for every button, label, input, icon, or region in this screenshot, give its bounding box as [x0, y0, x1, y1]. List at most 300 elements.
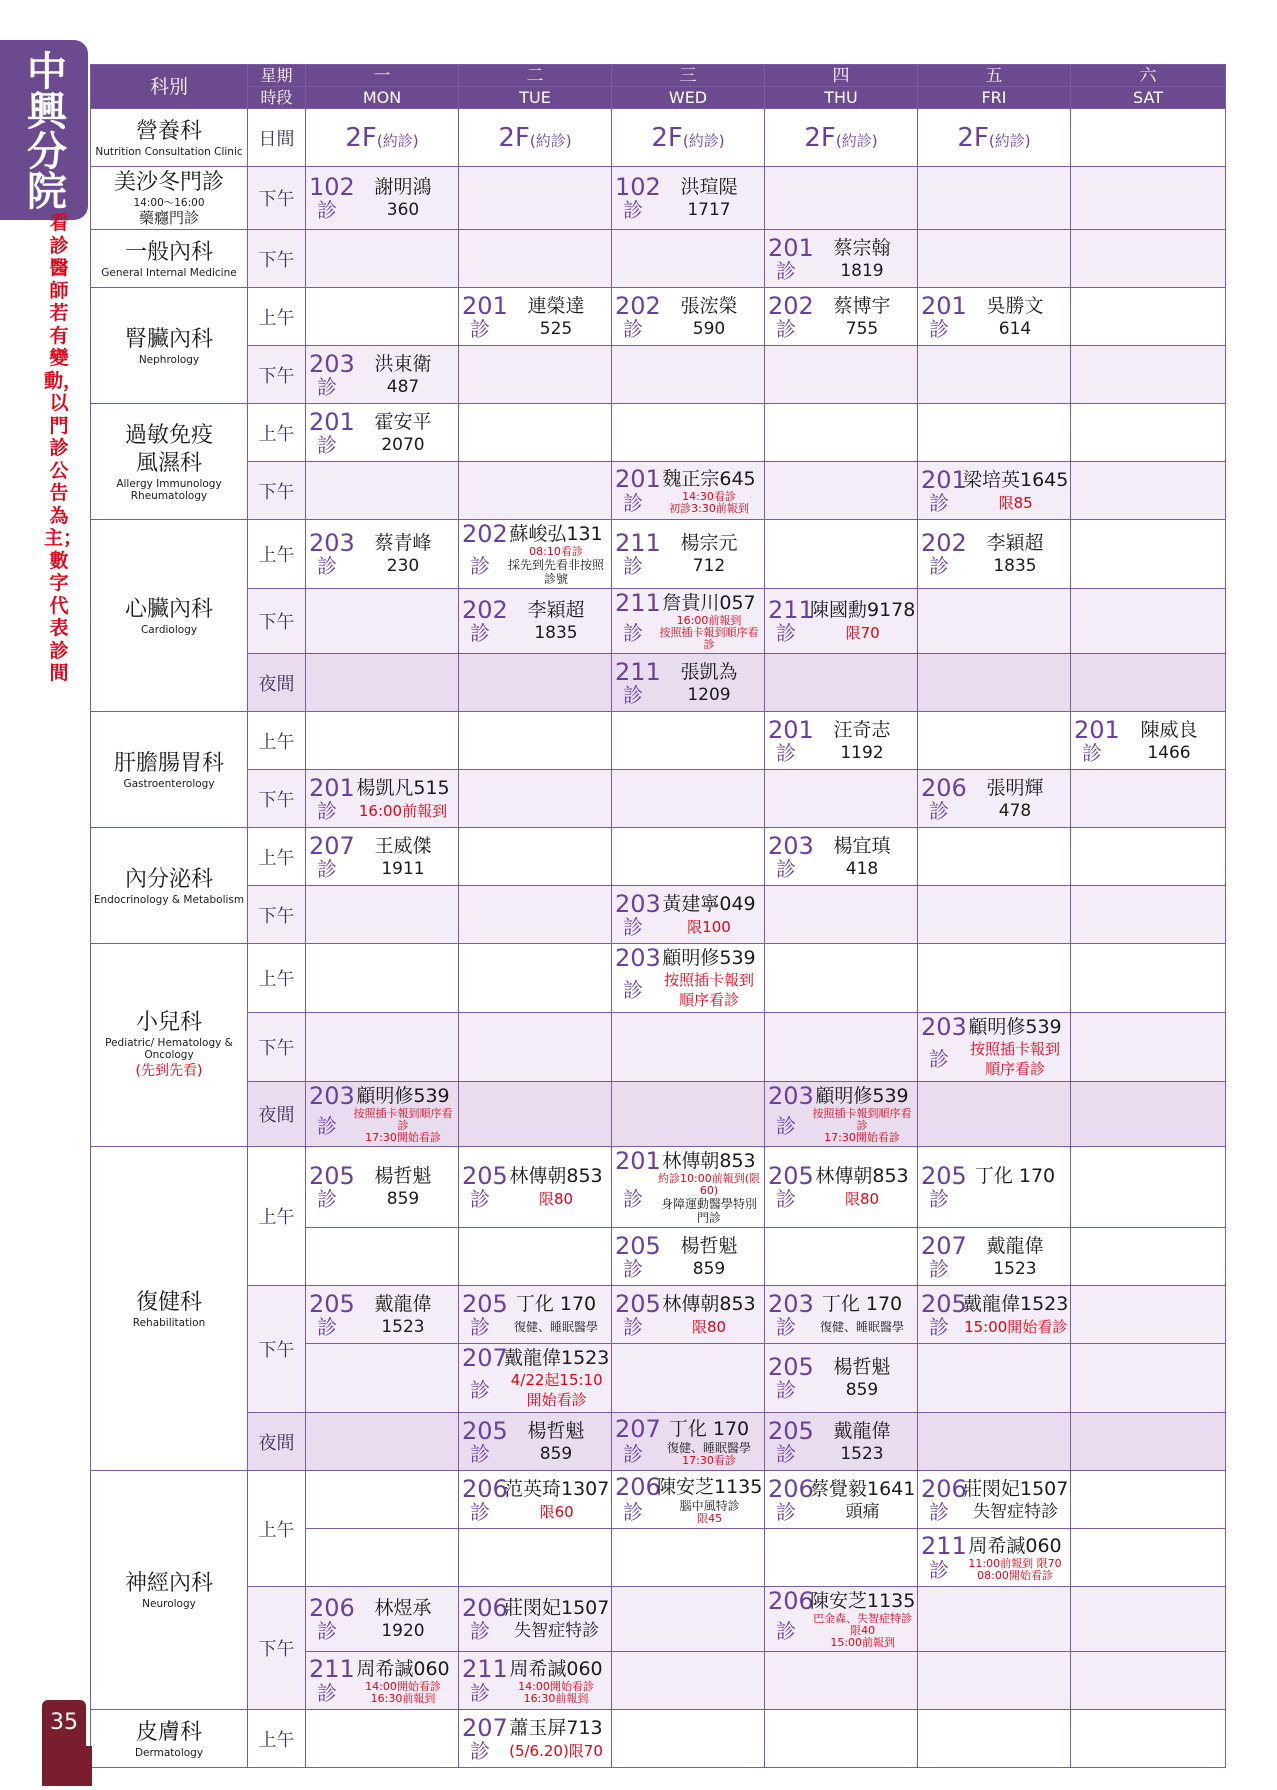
room-suffix: 診	[317, 198, 337, 222]
slot-empty	[612, 1529, 765, 1587]
slot-notes	[351, 1189, 455, 1209]
slot-notes	[810, 1108, 914, 1144]
clinic-slot	[918, 520, 1071, 589]
slot-note: 限70	[845, 624, 880, 642]
room-number: 206	[462, 1474, 508, 1503]
row-gastro-pm	[91, 770, 1226, 828]
doctor-name: 楊宗元	[680, 532, 738, 554]
slot-empty	[1071, 589, 1226, 654]
slot-floor	[459, 109, 612, 167]
clinic-slot	[612, 654, 765, 712]
doctor-name: 丁化 170	[974, 1165, 1056, 1187]
slot-content	[615, 591, 761, 651]
slot-notes	[351, 1621, 455, 1641]
dept-nephro	[91, 288, 248, 404]
clinic-slot	[765, 1413, 918, 1471]
room-number: 201	[615, 1147, 661, 1175]
dept-cardio	[91, 520, 248, 712]
room-number: 205	[768, 1416, 814, 1445]
clinic-slot	[765, 1344, 918, 1413]
slot-note: 755	[845, 318, 879, 339]
slot-empty	[612, 230, 765, 288]
slot-content	[462, 1474, 610, 1524]
room-suffix: 診	[776, 1314, 796, 1339]
period-night: 夜間	[248, 1082, 306, 1147]
slot-content	[921, 773, 1067, 823]
slot-note: 859	[845, 1380, 879, 1400]
clinic-slot	[765, 828, 918, 886]
branch-sidebar	[0, 40, 88, 220]
dept-name: 過敏免疫	[124, 422, 213, 448]
room-suffix: 診	[317, 798, 337, 823]
slot-notes	[657, 200, 761, 220]
doctor-name: 汪奇志	[833, 718, 891, 741]
dept-name-2: 風濕科	[135, 450, 202, 476]
clinic-slot	[918, 770, 1071, 828]
period-am: 上午	[248, 288, 306, 346]
slot-content	[615, 889, 761, 939]
header-tue-cn: 二	[459, 65, 612, 87]
slot-content	[309, 1164, 455, 1210]
slot-note-2: 採先到先看非按照診號	[507, 558, 604, 586]
clinic-slot	[612, 1413, 765, 1471]
slot-note: 2070	[381, 434, 425, 455]
room-suffix: 診	[470, 1314, 490, 1339]
doctor-name: 林傳朝853	[662, 1150, 756, 1172]
clinic-slot	[459, 1587, 612, 1652]
room-number: 205	[462, 1289, 508, 1318]
slot-content	[615, 946, 761, 1010]
slot-empty	[306, 712, 459, 770]
slot-content	[309, 1596, 455, 1642]
slot-empty	[1071, 404, 1226, 462]
dept-derm	[91, 1710, 248, 1768]
slot-note: 失智症特診	[973, 1501, 1059, 1522]
period-night: 夜間	[248, 654, 306, 712]
slot-empty	[612, 346, 765, 404]
doctor-name: 楊哲魁	[680, 1234, 738, 1257]
slot-note: 478	[998, 800, 1032, 821]
header-week: 星期	[248, 65, 306, 87]
slot-empty	[306, 1344, 459, 1413]
slot-empty	[765, 1710, 918, 1768]
room-number: 207	[615, 1414, 661, 1443]
dept-en: Endocrinology & Metabolism	[93, 893, 245, 906]
slot-notes	[810, 743, 914, 763]
room-number: 206	[921, 773, 967, 802]
doctor-name: 顧明修539	[968, 1016, 1062, 1038]
period-am: 上午	[248, 404, 306, 462]
slot-content	[462, 522, 608, 586]
slot-note-2: 初診3:30前報到	[669, 501, 749, 515]
room-number: 201	[309, 407, 355, 436]
dept-name: 復健科	[135, 1289, 202, 1315]
doctor-name: 詹貴川057	[662, 592, 756, 614]
room-number: 203	[309, 349, 355, 378]
room-suffix: 診	[470, 621, 490, 645]
slot-empty	[918, 886, 1071, 944]
period-am: 上午	[248, 944, 306, 1013]
room-suffix: 診	[317, 432, 337, 457]
slot-empty	[918, 654, 1071, 712]
slot-empty	[765, 346, 918, 404]
dept-methadone	[91, 167, 248, 230]
header-fri-cn: 五	[918, 65, 1071, 87]
clinic-slot	[306, 828, 459, 886]
header-wed-en: WED	[612, 87, 765, 109]
slot-content	[462, 1164, 608, 1210]
slot-note: 859	[539, 1443, 573, 1464]
slot-notes	[963, 1558, 1067, 1582]
slot-notes	[504, 319, 608, 339]
doctor-name: 黃建寧049	[662, 892, 756, 915]
slot-notes	[810, 1444, 914, 1464]
row-allergy-am	[91, 404, 1226, 462]
slot-notes	[810, 623, 915, 643]
clinic-slot	[306, 1082, 459, 1147]
dept-note: (先到先看)	[135, 1063, 203, 1079]
slot-content	[768, 715, 914, 765]
clinic-slot	[765, 1082, 918, 1147]
slot-empty	[306, 886, 459, 944]
slot-empty	[1071, 886, 1226, 944]
doctor-name: 蔡博宇	[833, 294, 891, 317]
slot-empty	[1071, 1471, 1226, 1529]
doctor-name: 顧明修539	[815, 1085, 909, 1107]
slot-empty	[612, 404, 765, 462]
slot-note-2: 15:00前報到	[830, 1636, 896, 1649]
slot-empty	[765, 404, 918, 462]
room-suffix: 診	[929, 554, 949, 578]
row-neuro-am-1	[91, 1471, 1226, 1529]
period-am: 上午	[248, 1471, 306, 1587]
doctor-name: 丁化 170	[821, 1292, 903, 1315]
period-am: 上午	[248, 712, 306, 770]
room-suffix: 診	[1082, 740, 1102, 765]
slot-content	[309, 773, 455, 823]
room-number: 203	[615, 944, 661, 972]
slot-empty	[918, 1652, 1071, 1710]
slot-note: 限80	[538, 1190, 574, 1208]
slot-note: 11:00前報到 限70	[968, 1556, 1062, 1570]
clinic-slot	[459, 288, 612, 346]
room-number: 202	[462, 520, 508, 548]
doctor-name: 陳安芝1135	[657, 1475, 763, 1498]
row-cardio-am	[91, 520, 1226, 589]
clinic-slot	[459, 1652, 612, 1710]
slot-empty	[1071, 1082, 1226, 1147]
slot-content	[309, 175, 455, 221]
header-row-en	[91, 87, 1226, 109]
room-suffix: 診	[623, 1441, 643, 1466]
slot-empty	[306, 1228, 459, 1286]
header-row-cn	[91, 65, 1226, 87]
slot-notes	[657, 1259, 761, 1279]
clinic-slot	[459, 589, 612, 654]
row-rehab-night	[91, 1413, 1226, 1471]
slot-notes	[351, 801, 455, 821]
clinic-slot	[306, 1286, 459, 1344]
floor-note: (約診)	[529, 131, 572, 150]
slot-content	[768, 598, 914, 644]
header-dept: 科別	[91, 65, 248, 109]
room-suffix: 診	[623, 914, 643, 939]
doctor-name: 林傳朝853	[815, 1165, 909, 1187]
period-am: 上午	[248, 828, 306, 886]
slot-note: 1192	[840, 742, 884, 763]
floor-note: (約診)	[835, 131, 878, 150]
floor-note: (約診)	[376, 131, 419, 150]
doctor-name: 丁化 170	[515, 1292, 597, 1315]
room-number: 201	[768, 715, 814, 744]
slot-content	[615, 657, 761, 707]
period-night: 夜間	[248, 1413, 306, 1471]
doctor-name: 顧明修539	[356, 1085, 450, 1107]
page-number-bar	[86, 1746, 92, 1786]
room-number: 206	[309, 1594, 355, 1622]
dept-name: 美沙冬門診	[113, 170, 224, 195]
room-suffix: 診	[776, 316, 796, 341]
slot-notes	[504, 546, 608, 586]
row-methadone	[91, 167, 1226, 230]
slot-content	[462, 1654, 608, 1705]
slot-note: 限100	[687, 917, 731, 936]
clinic-slot	[459, 1286, 612, 1344]
dept-en: Cardiology	[140, 623, 198, 636]
slot-content	[309, 407, 455, 457]
doctor-name: 林傳朝853	[662, 1292, 756, 1315]
clinic-slot	[612, 288, 765, 346]
slot-content	[615, 531, 761, 577]
slot-note: 按照插卡報到順序看診	[969, 1040, 1060, 1078]
slot-notes	[657, 1441, 761, 1467]
doctor-name: 蕭玉屏713	[509, 1716, 603, 1739]
slot-empty	[918, 230, 1071, 288]
slot-notes	[504, 1370, 609, 1410]
slot-notes	[963, 556, 1067, 576]
slot-note: 1911	[381, 858, 425, 879]
header-thu-cn: 四	[765, 65, 918, 87]
slot-note: 限80	[844, 1190, 880, 1208]
slot-empty	[918, 1587, 1071, 1652]
clinic-slot	[918, 1529, 1071, 1587]
period-pm: 下午	[248, 1286, 306, 1413]
room-number: 201	[921, 465, 967, 494]
room-number: 211	[768, 596, 814, 624]
slot-empty	[765, 886, 918, 944]
room-number: 201	[615, 464, 661, 493]
slot-floor	[306, 109, 459, 167]
clinic-slot	[306, 346, 459, 404]
row-nutrition	[91, 109, 1226, 167]
slot-empty	[765, 654, 918, 712]
slot-empty	[306, 230, 459, 288]
slot-empty	[459, 230, 612, 288]
slot-empty	[459, 346, 612, 404]
slot-empty	[612, 1710, 765, 1768]
period-pm: 下午	[248, 770, 306, 828]
slot-note: 230	[386, 556, 420, 576]
doctor-name: 楊哲魁	[527, 1419, 585, 1442]
doctor-name: 戴龍偉1523	[504, 1347, 610, 1369]
header-thu-en: THU	[765, 87, 918, 109]
slot-notes	[351, 1681, 455, 1705]
dept-name: 心臟內科	[124, 596, 213, 622]
slot-note: 按照插卡報到順序看診	[663, 971, 754, 1009]
room-suffix: 診	[317, 1680, 337, 1705]
room-number: 211	[462, 1654, 508, 1683]
clinic-timetable	[90, 64, 1225, 1768]
slot-empty	[612, 1587, 765, 1652]
slot-note: 15:00開始看診	[964, 1317, 1068, 1336]
dept-neuro	[91, 1471, 248, 1710]
room-suffix: 診	[776, 856, 796, 881]
slot-empty	[459, 1082, 612, 1147]
room-number: 102	[309, 173, 355, 201]
slot-empty	[1071, 1652, 1226, 1710]
doctor-name: 林煜承	[374, 1597, 432, 1619]
doctor-name: 莊閔妃1507	[963, 1477, 1069, 1500]
slot-empty	[1071, 230, 1226, 288]
slot-floor	[765, 109, 918, 167]
clinic-slot	[306, 1587, 459, 1652]
clinic-slot	[306, 770, 459, 828]
slot-content	[768, 831, 914, 881]
room-number: 205	[462, 1416, 508, 1445]
slot-empty	[459, 1529, 612, 1587]
room-suffix: 診	[776, 1441, 796, 1466]
row-general	[91, 230, 1226, 288]
slot-note: 1835	[993, 556, 1037, 576]
room-number: 211	[309, 1654, 355, 1683]
room-suffix: 診	[623, 1256, 643, 1281]
doctor-name: 楊哲魁	[833, 1356, 891, 1378]
slot-note: 復健、睡眠醫學	[513, 1319, 598, 1334]
room-suffix: 診	[623, 1187, 643, 1211]
clinic-slot	[612, 167, 765, 230]
slot-empty	[612, 1652, 765, 1710]
slot-note: 1835	[534, 623, 578, 643]
slot-notes	[657, 917, 761, 937]
clinic-slot	[918, 462, 1071, 520]
dept-time: 14:00～16:00	[133, 197, 205, 209]
slot-content	[615, 464, 761, 515]
slot-content	[615, 1289, 761, 1339]
slot-note: 525	[539, 318, 573, 339]
slot-empty	[918, 1413, 1071, 1471]
slot-note: 859	[692, 1258, 726, 1279]
period-pm: 下午	[248, 462, 306, 520]
room-number: 205	[921, 1289, 967, 1318]
doctor-name: 李穎超	[527, 599, 585, 621]
slot-note: 1717	[687, 200, 731, 220]
slot-empty	[1071, 346, 1226, 404]
room-number: 206	[768, 1474, 814, 1503]
dept-name: 腎臟內科	[124, 326, 213, 352]
slot-empty	[612, 1344, 765, 1413]
slot-empty	[765, 770, 918, 828]
slot-note: 14:00開始看診	[518, 1679, 594, 1693]
side-note: 看診醫師若有變動，以門診公告為主；數字代表診間	[44, 212, 83, 684]
slot-content	[615, 291, 761, 341]
doctor-name: 張凱為	[680, 660, 738, 683]
dept-name: 內分泌科	[124, 866, 213, 892]
room-suffix: 診	[470, 1680, 490, 1705]
doctor-name: 蔡宗翰	[833, 236, 891, 259]
clinic-slot	[765, 1147, 918, 1228]
dept-name: 神經內科	[124, 1571, 213, 1596]
room-suffix: 診	[776, 258, 796, 283]
slot-notes	[810, 1502, 915, 1522]
slot-empty	[918, 589, 1071, 654]
slot-note: 失智症特診	[514, 1621, 600, 1641]
slot-content	[768, 1289, 914, 1339]
slot-note: 限80	[691, 1317, 727, 1336]
slot-content	[768, 233, 914, 283]
room-suffix: 診	[317, 1314, 337, 1339]
dept-en: Allergy Immunology Rheumatology	[116, 477, 222, 502]
slot-content	[1074, 715, 1222, 765]
slot-note: 1819	[840, 260, 884, 281]
room-number: 205	[462, 1162, 508, 1190]
doctor-name: 楊凱凡515	[356, 776, 450, 799]
room-suffix: 診	[470, 1441, 490, 1466]
room-suffix: 診	[317, 856, 337, 881]
floor-note: (約診)	[682, 131, 725, 150]
dept-name: 營養科	[135, 118, 202, 144]
floor-label: 2F	[345, 122, 377, 153]
slot-content	[462, 1346, 608, 1410]
slot-notes	[963, 801, 1067, 821]
clinic-slot	[918, 1013, 1071, 1082]
dept-name: 一般內科	[124, 239, 213, 265]
room-suffix: 診	[470, 1187, 490, 1211]
slot-empty	[918, 404, 1071, 462]
slot-empty	[1071, 167, 1226, 230]
clinic-slot	[1071, 712, 1226, 770]
doctor-name: 周希諴060	[968, 1534, 1062, 1557]
slot-notes	[963, 493, 1068, 513]
doctor-name: 蘇峻弘131	[509, 523, 603, 545]
page-number: 35	[42, 1700, 86, 1786]
slot-content	[309, 831, 455, 881]
slot-note: 16:00前報到	[676, 614, 742, 627]
slot-notes	[963, 1502, 1068, 1522]
doctor-name: 梁培英1645	[963, 468, 1069, 491]
room-number: 201	[309, 773, 355, 802]
header-fri-en: FRI	[918, 87, 1071, 109]
room-suffix: 診	[929, 1047, 949, 1071]
slot-note: 按照插卡報到順序看診	[353, 1107, 453, 1132]
room-suffix: 診	[929, 1256, 949, 1281]
slot-notes	[657, 685, 761, 705]
slot-notes	[657, 1317, 761, 1337]
slot-note: 487	[386, 376, 420, 397]
period-pm: 下午	[248, 1013, 306, 1082]
room-suffix: 診	[470, 1378, 490, 1402]
room-suffix: 診	[317, 554, 337, 578]
slot-note: 腦中風特診	[679, 1498, 740, 1513]
clinic-slot	[918, 1286, 1071, 1344]
dept-allergy	[91, 404, 248, 520]
room-suffix: 診	[623, 554, 643, 578]
room-number: 205	[768, 1162, 814, 1190]
clinic-slot	[765, 712, 918, 770]
period-am: 上午	[248, 1147, 306, 1286]
dept-gastro	[91, 712, 248, 828]
row-cardio-night	[91, 654, 1226, 712]
slot-notes	[504, 1621, 609, 1641]
